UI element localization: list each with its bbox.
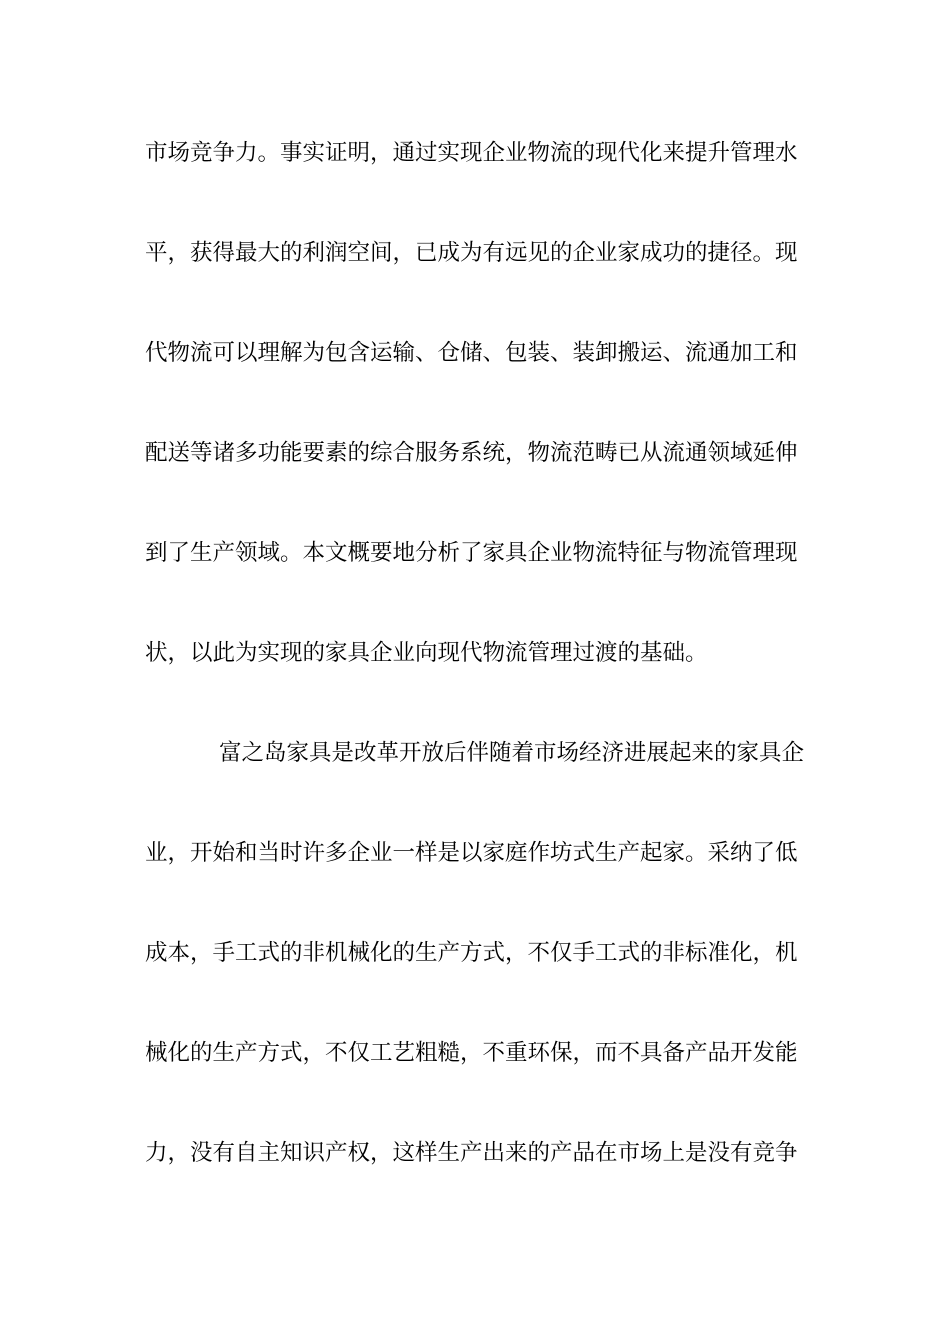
paragraph-first-line: 富之岛家具是改革开放后伴随着市场经济进展起来的家具企 [219, 740, 805, 766]
text-line: 械化的生产方式，不仅工艺粗糙，不重环保，而不具备产品开发能 [145, 1040, 798, 1066]
text-line: 代物流可以理解为包含运输、仓储、包装、装卸搬运、流通加工和 [145, 340, 798, 366]
text-line: 状，以此为实现的家具企业向现代物流管理过渡的基础。 [145, 640, 708, 666]
text-line: 力，没有自主知识产权，这样生产出来的产品在市场上是没有竞争 [145, 1140, 798, 1166]
text-line: 市场竞争力。事实证明，通过实现企业物流的现代化来提升管理水 [145, 140, 798, 166]
text-line: 配送等诸多功能要素的综合服务系统，物流范畴已从流通领域延伸 [145, 440, 798, 466]
text-line: 业，开始和当时许多企业一样是以家庭作坊式生产起家。采纳了低 [145, 840, 798, 866]
body-text [145, 131, 807, 1231]
text-line: 平，获得最大的利润空间，已成为有远见的企业家成功的捷径。现 [145, 240, 798, 266]
text-line: 到了生产领域。本文概要地分析了家具企业物流特征与物流管理现 [145, 540, 798, 566]
text-line: 成本，手工式的非机械化的生产方式，不仅手工式的非标准化，机 [145, 940, 798, 966]
